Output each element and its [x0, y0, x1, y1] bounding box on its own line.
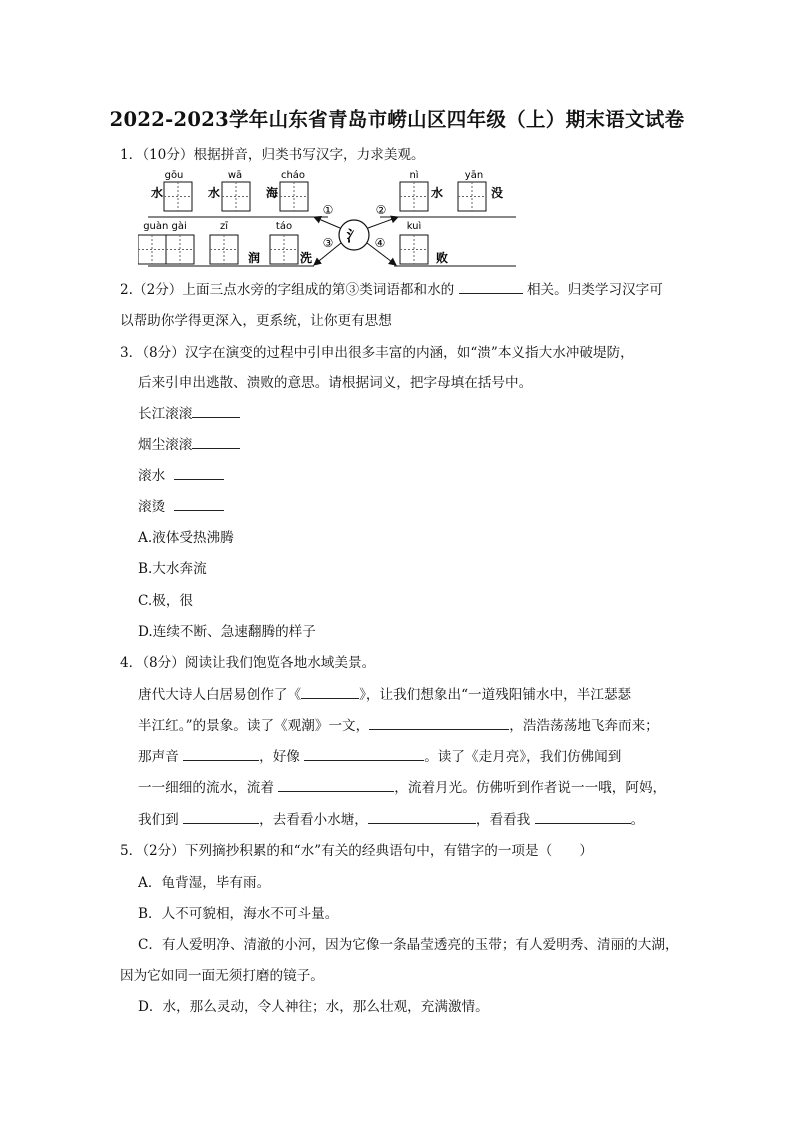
- q4-answer-blank[interactable]: [278, 779, 394, 792]
- q4-line4: [138, 779, 666, 797]
- q4-text: ，去看看小水塘，: [259, 812, 368, 828]
- write-box-wa: [222, 182, 250, 211]
- q2-text: 2.（2分）上面三点水旁的字组成的第③类词语都和水的: [120, 282, 455, 298]
- q4-text: 。: [630, 812, 645, 828]
- q4-answer-blank[interactable]: [301, 686, 359, 699]
- write-box-yan: [458, 182, 486, 211]
- q4-text: 一一细细的流水，流着: [138, 780, 274, 796]
- q3-option: D.连续不断、急速翻腾的样子: [138, 624, 316, 640]
- q3-item-label: 长江滚滚: [138, 406, 193, 422]
- write-box-ni: [400, 182, 428, 211]
- pinyin-gou: gōu: [164, 170, 184, 181]
- q3-item: [138, 498, 224, 516]
- q4-answer-blank[interactable]: [183, 811, 259, 824]
- q4-answer-blank[interactable]: [368, 811, 476, 824]
- char-shui-2: 水: [207, 186, 221, 200]
- pinyin-yan: yān: [464, 170, 484, 181]
- write-box-zi: [210, 235, 238, 264]
- q5-option-d[interactable]: D．水，那么灵动，令人神往；水，那么壮观，充满激情。: [138, 999, 489, 1015]
- arrow-2: [368, 217, 398, 228]
- q1-stem: 1．（10分）根据拼音，归类书写汉字，力求美观。: [120, 147, 425, 163]
- q3-option: B.大水奔流: [138, 561, 207, 577]
- q3-item: [138, 436, 240, 454]
- radical-label: 氵: [346, 227, 362, 245]
- q4-text: 那声音: [138, 749, 179, 765]
- q5-option-c-cont: 因为它如同一面无须打磨的镜子。: [120, 968, 324, 984]
- pinyin-tao: táo: [275, 221, 293, 232]
- q2-line2: 以帮助你学得更深入，更系统，让你更有思想: [120, 313, 392, 329]
- write-box-guangai: [138, 235, 194, 264]
- q4-text: ，看看我: [475, 812, 531, 828]
- marker-3: ③: [322, 236, 334, 250]
- q3-answer-blank[interactable]: [174, 467, 224, 480]
- q5-option-c[interactable]: C．有人爱明净、清澈的小河，因为它像一条晶莹透亮的玉带；有人爱明秀、清丽的大湖，: [138, 937, 679, 953]
- q3-answer-blank[interactable]: [192, 405, 240, 418]
- q4-text: 半江红。”的景象。读了《观潮》一文，: [138, 718, 370, 734]
- write-box-gou: [164, 182, 192, 211]
- q3-line1: 3．（8分）汉字在演变的过程中引申出很多丰富的内涵，如“溃”本义指大水冲破堤防，: [120, 345, 634, 361]
- q3-item-label: 滚烫: [138, 499, 166, 515]
- q3-item: [138, 405, 240, 423]
- pinyin-guangai: guàn gài: [143, 221, 187, 232]
- q4-answer-blank[interactable]: [535, 811, 631, 824]
- pinyin-chao: cháo: [280, 170, 306, 181]
- q4-text: 我们到: [138, 812, 179, 828]
- q5-option-a[interactable]: A．龟背湿，毕有雨。: [138, 875, 271, 891]
- q4-text: 。读了《走月亮》，我们仿佛闻到: [424, 749, 622, 765]
- marker-1: ①: [322, 203, 334, 217]
- q4-text: 唐代大诗人白居易创作了《: [138, 687, 302, 703]
- q2-text-end: 相关。归类学习汉字可: [526, 282, 663, 298]
- pinyin-zi: zī: [219, 221, 229, 232]
- q4-answer-blank[interactable]: [183, 748, 259, 761]
- write-box-tao: [270, 235, 298, 264]
- char-hai: 海: [265, 186, 279, 200]
- q5-option-b[interactable]: B．人不可貌相，海水不可斗量。: [138, 906, 339, 922]
- marker-4: ④: [374, 236, 386, 250]
- q4-text: 》，让我们想象出“一道残阳铺水中，半江瑟瑟: [359, 687, 632, 703]
- pinyin-ni: nì: [409, 170, 419, 181]
- q4-answer-blank[interactable]: [304, 748, 424, 761]
- q3-item-label: 滚水: [138, 468, 166, 484]
- pinyin-kui: kuì: [406, 221, 422, 232]
- q3-option: C.极，很: [138, 593, 194, 609]
- page-title: 2022-2023学年山东省青岛市崂山区四年级（上）期末语文试卷: [109, 108, 685, 131]
- pinyin-radical-diagram: [138, 167, 520, 271]
- q4-text: ，好像: [259, 749, 300, 765]
- q3-option: A.液体受热沸腾: [138, 530, 234, 546]
- q3-line2: 后来引申出逃散、溃败的意思。请根据词义，把字母填在括号中。: [138, 375, 533, 391]
- q3-answer-blank[interactable]: [192, 436, 240, 449]
- q4-line5: [138, 811, 644, 829]
- q2-answer-blank[interactable]: [459, 281, 523, 294]
- char-xi: 洗: [299, 251, 313, 265]
- char-shui-3: 水: [430, 186, 444, 200]
- arrow-1: [314, 217, 340, 228]
- marker-2: ②: [375, 203, 387, 217]
- char-run: 润: [247, 251, 261, 265]
- q3-item-label: 烟尘滚滚: [138, 437, 193, 453]
- char-shui-1: 水: [150, 186, 164, 200]
- q4-answer-blank[interactable]: [369, 717, 509, 730]
- q3-answer-blank[interactable]: [174, 498, 224, 511]
- q4-line2: [138, 717, 659, 735]
- q4-text: ，浩浩荡荡地飞奔而来；: [509, 718, 659, 734]
- write-box-chao: [280, 182, 308, 211]
- pinyin-wa: wā: [227, 170, 243, 181]
- write-box-kui: [400, 235, 428, 264]
- q4-stem: 4．（8分）阅读让我们饱览各地水域美景。: [120, 655, 376, 671]
- q3-item: [138, 467, 224, 485]
- q5-stem: 5．（2分）下列摘抄积累的和“水”有关的经典语句中，有错字的一项是（ ）: [120, 843, 593, 859]
- q4-line1: [138, 686, 631, 704]
- q2-line1: [120, 281, 663, 299]
- q4-line3: [138, 748, 621, 766]
- char-bai: 败: [435, 251, 449, 265]
- char-mei: 没: [490, 186, 504, 200]
- q4-text: ，流着月光。仿佛听到作者说一一哦，阿妈，: [394, 780, 667, 796]
